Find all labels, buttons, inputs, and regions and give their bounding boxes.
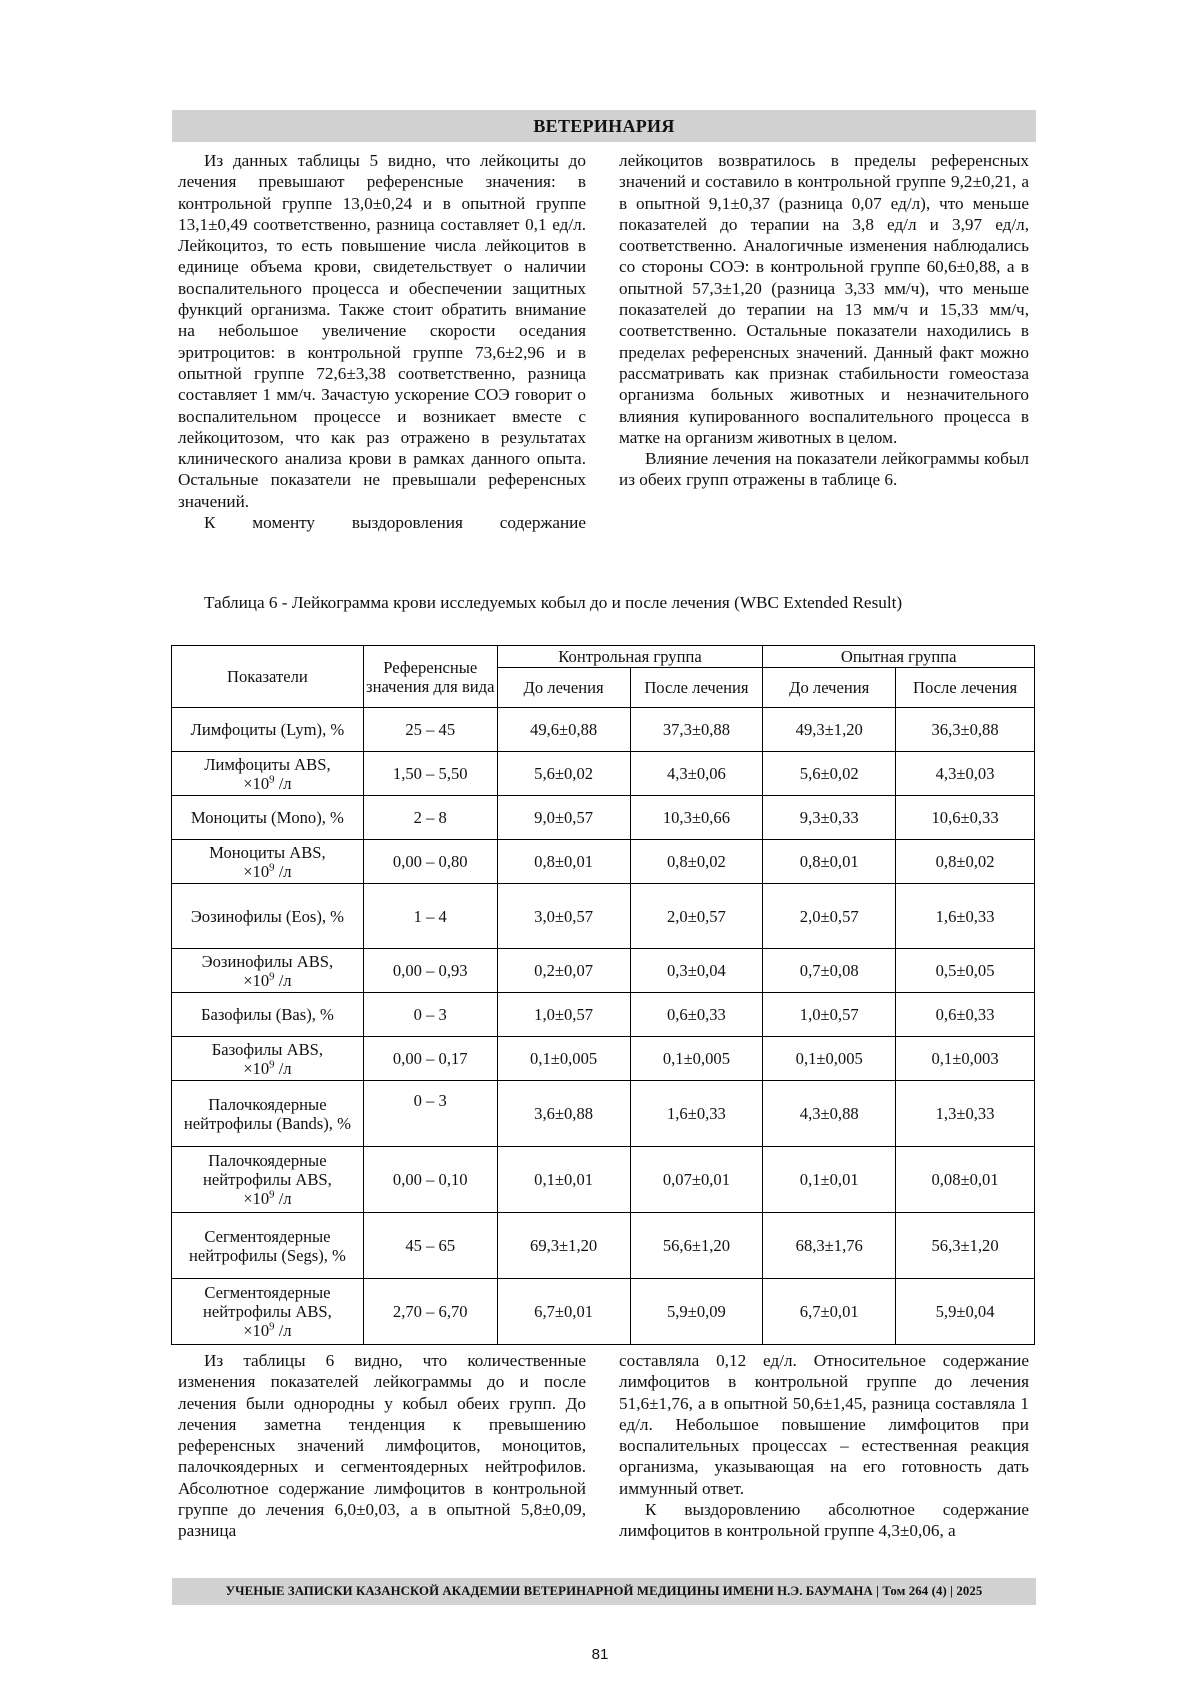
header-experimental-group: Опытная группа [763,646,1035,668]
row-label-main: Лимфоциты ABS, [204,754,331,774]
ref-value: 0,00 – 0,10 [363,1147,497,1213]
cell-value: 0,7±0,08 [763,949,896,993]
ref-value: 2 – 8 [363,796,497,840]
paragraph: Из таблицы 6 видно, что количественные изменения показателей лейкограммы до и после лечения были однородны у кобыл обеих групп. До лечения заметна тенденция к превышению референсных значений лимфоцитов, моноцитов, палочкоядерных и сегментоядерных нейтрофилов. Абсолютное содержание лимфоцитов в контрольной группе до лечения 6,0±0,03, а в опытной 5,8±0,09, разница [178,1351,586,1541]
row-label: Базофилы (Bas), % [172,993,364,1037]
cell-value: 1,6±0,33 [630,1081,763,1147]
cell-value: 37,3±0,88 [630,708,763,752]
cell-value: 0,6±0,33 [896,993,1035,1037]
header-control-group: Контрольная группа [497,646,763,668]
table-row [172,949,1035,993]
paragraph: Влияние лечения на показатели лейкограммы кобыл из обеих групп отражены в таблице 6. [619,449,1029,490]
leukogram-table [171,645,1035,1345]
cell-value: 0,08±0,01 [896,1147,1035,1213]
row-label-main: Сегментоядерные нейтрофилы ABS, [203,1283,332,1321]
row-label-main: Моноциты ABS, [209,842,326,862]
cell-value: 5,9±0,04 [896,1279,1035,1345]
cell-value: 56,6±1,20 [630,1213,763,1279]
cell-value: 68,3±1,76 [763,1213,896,1279]
table-row [172,884,1035,949]
cell-value: 69,3±1,20 [497,1213,630,1279]
table-row [172,1037,1035,1081]
cell-value: 49,6±0,88 [497,708,630,752]
cell-value: 3,0±0,57 [497,884,630,949]
text-column-1 [178,150,586,533]
cell-value: 0,3±0,04 [630,949,763,993]
cell-value: 49,3±1,20 [763,708,896,752]
page-number: 81 [591,1646,609,1663]
journal-volume: Том 264 (4) [882,1584,947,1598]
cell-value: 0,6±0,33 [630,993,763,1037]
row-label: Сегментоядерные нейтрофилы (Segs), % [172,1213,364,1279]
ref-value: 1,50 – 5,50 [363,752,497,796]
ref-value: 0,00 – 0,17 [363,1037,497,1081]
row-label-main: Палочкоядерные нейтрофилы ABS, [203,1151,332,1189]
ref-value: 0,00 – 0,80 [363,840,497,884]
row-label: Палочкоядерные нейтрофилы (Bands), % [172,1081,364,1147]
cell-value: 9,3±0,33 [763,796,896,840]
cell-value: 0,1±0,005 [763,1037,896,1081]
paragraph: К выздоровлению абсолютное содержание лимфоцитов в контрольной группе 4,3±0,06, а [619,1500,1029,1541]
cell-value: 0,1±0,005 [630,1037,763,1081]
cell-value: 4,3±0,06 [630,752,763,796]
cell-value: 4,3±0,88 [763,1081,896,1147]
table-row [172,1279,1035,1345]
paragraph: составляла 0,12 ед/л. Относительное содержание лимфоцитов в контрольной группе до лечения 51,6±1,76, а в опытной 50,6±1,45, разница составляла 1 ед/л. Небольшое повышение лимфоцитов при воспалительных процессах – естественная реакция организма, указывающая на его готовность дать иммунный ответ. [619,1351,1029,1498]
text-column-4 [619,1350,1029,1542]
journal-footer: УЧЕНЫЕ ЗАПИСКИ КАЗАНСКОЙ АКАДЕМИИ ВЕТЕРИНАРНОЙ МЕДИЦИНЫ ИМЕНИ Н.Э. БАУМАНА | Том 264 (4) | 2025 [172,1578,1036,1605]
header-after: После лечения [896,668,1035,708]
text-column-2 [619,150,1029,491]
cell-value: 0,8±0,02 [896,840,1035,884]
ref-value: 45 – 65 [363,1213,497,1279]
table-caption: Таблица 6 - Лейкограмма крови исследуемых кобыл до и после лечения (WBC Extended Result) [204,593,903,612]
header-reference: Референсные значения для вида [363,646,497,708]
cell-value: 5,6±0,02 [763,752,896,796]
cell-value: 4,3±0,03 [896,752,1035,796]
cell-value: 3,6±0,88 [497,1081,630,1147]
cell-value: 1,0±0,57 [497,993,630,1037]
cell-value: 5,6±0,02 [497,752,630,796]
paragraph: лейкоцитов возвратилось в пределы референсных значений и составило в контрольной группе 9,2±0,21, а в опытной 9,1±0,37 (разница 0,07 ед/л), что меньше показателей до терапии на 3,8 ед/л и 3,97 ед/л, соответственно. Аналогичные изменения наблюдались со стороны СОЭ: в контрольной группе 60,6±0,88, а в опытной 57,3±1,20 (разница 3,33 мм/ч), что меньше показателей до терапии на 13 мм/ч и 15,33 мм/ч, соответственно. Остальные показатели находились в пределах референсных значений. Данный факт можно рассматривать как признак стабильности гомеостаза организма больных животных и незначительного влияния купированного воспалительного процесса в матке на организм животных в целом. [619,151,1029,447]
row-label: Лимфоциты ABS, $\times 10^9$ /л [172,752,364,796]
header-after: После лечения [630,668,763,708]
cell-value: 0,8±0,01 [763,840,896,884]
row-label: Сегментоядерные нейтрофилы ABS, $\times 10^9$ /л [172,1279,364,1345]
cell-value: 0,8±0,01 [497,840,630,884]
table-row [172,708,1035,752]
cell-value: 6,7±0,01 [497,1279,630,1345]
text-column-3 [178,1350,586,1542]
row-label: Палочкоядерные нейтрофилы ABS, $\times 10^9$ /л [172,1147,364,1213]
ref-value: 2,70 – 6,70 [363,1279,497,1345]
row-label: Эозинофилы ABS, $\times 10^9$ /л [172,949,364,993]
cell-value: 2,0±0,57 [763,884,896,949]
section-title: ВЕТЕРИНАРИЯ [533,115,675,136]
ref-value: 0 – 3 [363,993,497,1037]
cell-value: 0,2±0,07 [497,949,630,993]
table-row [172,752,1035,796]
cell-value: 10,3±0,66 [630,796,763,840]
row-label-main: Базофилы ABS, [211,1039,324,1059]
paragraph: Из данных таблицы 5 видно, что лейкоциты до лечения превышают референсные значения: в контрольной группе 13,0±0,24 и в опытной группе 13,1±0,49 соответственно, разница составляет 0,1 ед/л. Лейкоцитоз, то есть повышение числа лейкоцитов в единице объема крови, свидетельствует о наличии воспалительного процесса и обеспечении защитных функций организма. Также стоит обратить внимание на небольшое увеличение скорости оседания эритроцитов: в контрольной группе 73,6±2,96 и в опытной группе 72,6±3,38 соответственно, разница составляет 1 мм/ч. Зачастую ускорение СОЭ говорит о воспалительном процессе и возникает вместе с лейкоцитозом, что как раз отражено в результатах клинического анализа крови в рамках данного опыта. Остальные показатели не превышали референсных значений. [178,151,586,511]
section-header [172,110,1036,142]
cell-value: 0,5±0,05 [896,949,1035,993]
cell-value: 5,9±0,09 [630,1279,763,1345]
row-label-main: Эозинофилы ABS, [201,951,334,971]
ref-value: 1 – 4 [363,884,497,949]
row-label: Моноциты ABS, $\times 10^9$ /л [172,840,364,884]
cell-value: 2,0±0,57 [630,884,763,949]
journal-year: 2025 [956,1584,983,1598]
row-label: Эозинофилы (Eos), % [172,884,364,949]
cell-value: 0,07±0,01 [630,1147,763,1213]
row-label: Лимфоциты (Lym), % [172,708,364,752]
cell-value: 0,1±0,01 [763,1147,896,1213]
paragraph: К моменту выздоровления содержание [204,513,586,533]
ref-value: 0 – 3 [363,1081,497,1147]
table-row [172,1147,1035,1213]
cell-value: 36,3±0,88 [896,708,1035,752]
row-label: Моноциты (Mono), % [172,796,364,840]
cell-value: 1,6±0,33 [896,884,1035,949]
cell-value: 0,1±0,005 [497,1037,630,1081]
cell-value: 1,3±0,33 [896,1081,1035,1147]
journal-name: УЧЕНЫЕ ЗАПИСКИ КАЗАНСКОЙ АКАДЕМИИ ВЕТЕРИНАРНОЙ МЕДИЦИНЫ ИМЕНИ Н.Э. БАУМАНА [225,1584,873,1598]
table-row [172,1213,1035,1279]
table-row [172,993,1035,1037]
header-indicator: Показатели [172,646,364,708]
cell-value: 10,6±0,33 [896,796,1035,840]
header-before: До лечения [763,668,896,708]
cell-value: 56,3±1,20 [896,1213,1035,1279]
cell-value: 0,1±0,003 [896,1037,1035,1081]
header-before: До лечения [497,668,630,708]
cell-value: 0,1±0,01 [497,1147,630,1213]
cell-value: 6,7±0,01 [763,1279,896,1345]
cell-value: 1,0±0,57 [763,993,896,1037]
row-label: Базофилы ABS, $\times 10^9$ /л [172,1037,364,1081]
ref-value: 25 – 45 [363,708,497,752]
table-row [172,1081,1035,1147]
table-row [172,796,1035,840]
table-row [172,840,1035,884]
cell-value: 9,0±0,57 [497,796,630,840]
ref-value: 0,00 – 0,93 [363,949,497,993]
cell-value: 0,8±0,02 [630,840,763,884]
